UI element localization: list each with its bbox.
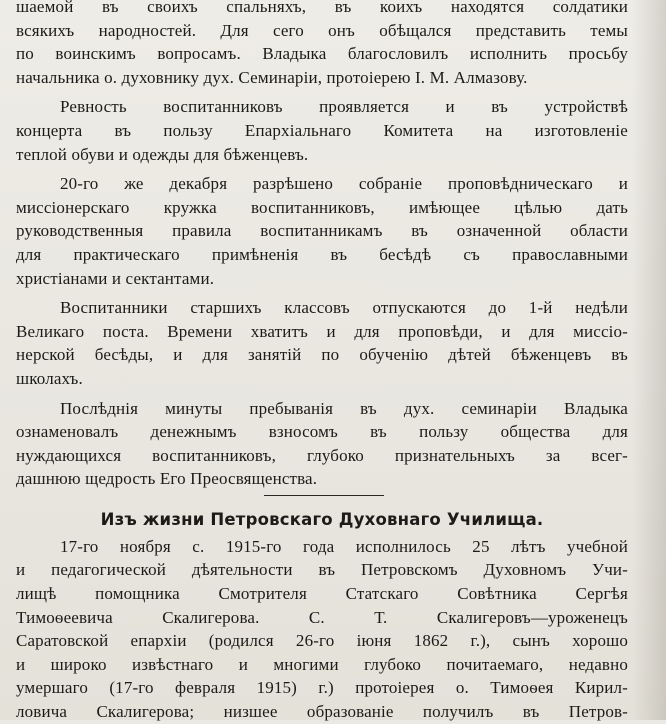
paragraph-4: [16, 296, 628, 390]
text-line: Послѣднія минуты пребыванія въ дух. семинаріи Владыка: [60, 398, 628, 418]
text-line: начальника о. духовнику дух. Семинаріи, протоіерею I. М. Алмазову.: [16, 67, 528, 87]
text-line: и широко извѣстнаго и многими глубоко почитаемаго, недавно: [16, 654, 628, 674]
paragraph-3: [16, 172, 628, 290]
text-line: Воспитанники старшихъ классовъ отпускаются до 1-й недѣли: [60, 298, 628, 318]
paragraph-6: [16, 535, 628, 724]
text-line: по воинскимъ вопросамъ. Владыка благословилъ исполнить просьбу: [16, 44, 628, 64]
text-line: христіанами и сектантами.: [16, 268, 215, 288]
text-line: Великаго поста. Времени хватитъ и для проповѣди, и для миссіо-: [16, 321, 628, 341]
text-line: Ревность воспитанниковъ проявляется и въ устройствѣ: [60, 97, 628, 117]
text-line: нуждающихся воспитанниковъ, глубоко признательныхъ за всег-: [16, 445, 628, 465]
text-line: нерской бесѣды, и для занятій по обученію дѣтей бѣженцевъ въ: [16, 345, 628, 365]
text-line: Тимоѳеевича Скалигерова. С. Т. Скалигеровъ—уроженецъ: [16, 607, 628, 627]
text-line: шаемой въ своихъ спальняхъ, въ коихъ находятся солдатики: [16, 0, 628, 16]
text-line: Саратовской епархіи (родился 26-го іюня 1862 г.), сынъ хорошо: [16, 631, 628, 651]
text-line: 20-го же декабря разрѣшено собраніе проповѣдническаго и: [60, 174, 628, 194]
text-line: всякихъ народностей. Для сего онъ обѣщался представить темы: [16, 20, 628, 40]
text-line: и педагогической дѣятельности въ Петровскомъ Духовномъ Учи-: [16, 560, 628, 580]
text-line: для практическаго примѣненія въ бесѣдѣ съ православными: [16, 244, 628, 264]
text-line: ознаменовалъ денежнымъ взносомъ въ пользу общества для: [16, 422, 628, 442]
text-line: школахъ.: [16, 368, 83, 388]
section-divider: [264, 495, 384, 497]
paragraph-2: [16, 95, 628, 166]
text-line: концерта въ пользу Епархіальнаго Комитета на изготовленіе: [16, 120, 628, 140]
article-body: [16, 0, 628, 724]
text-line: 17-го ноября с. 1915-го года исполнилось 25 лѣтъ учебной: [60, 536, 628, 556]
text-line: ловича Скалигерова; низшее образованіе получилъ въ Петров-: [16, 702, 628, 722]
text-line: руководственныя правила воспитанникамъ въ означенной области: [16, 221, 628, 241]
page-edge-shadow: [632, 0, 666, 720]
text-line: миссіонерскаго кружка воспитанниковъ, имѣющее цѣлью дать: [16, 197, 628, 217]
section-heading: Изъ жизни Петровскаго Духовнаго Училища.: [100, 509, 544, 529]
text-line: дашнюю щедрость Его Преосвященства.: [16, 469, 318, 489]
paragraph-1: [16, 0, 628, 89]
text-line: умершаго (17-го февраля 1915) г.) протоіерея о. Тимоѳея Кирил-: [16, 678, 628, 698]
paragraph-5: [16, 397, 628, 491]
text-line: лищѣ помощника Смотрителя Статскаго Совѣтника Сергѣя: [16, 584, 628, 604]
text-line: теплой обуви и одежды для бѣженцевъ.: [16, 144, 309, 164]
